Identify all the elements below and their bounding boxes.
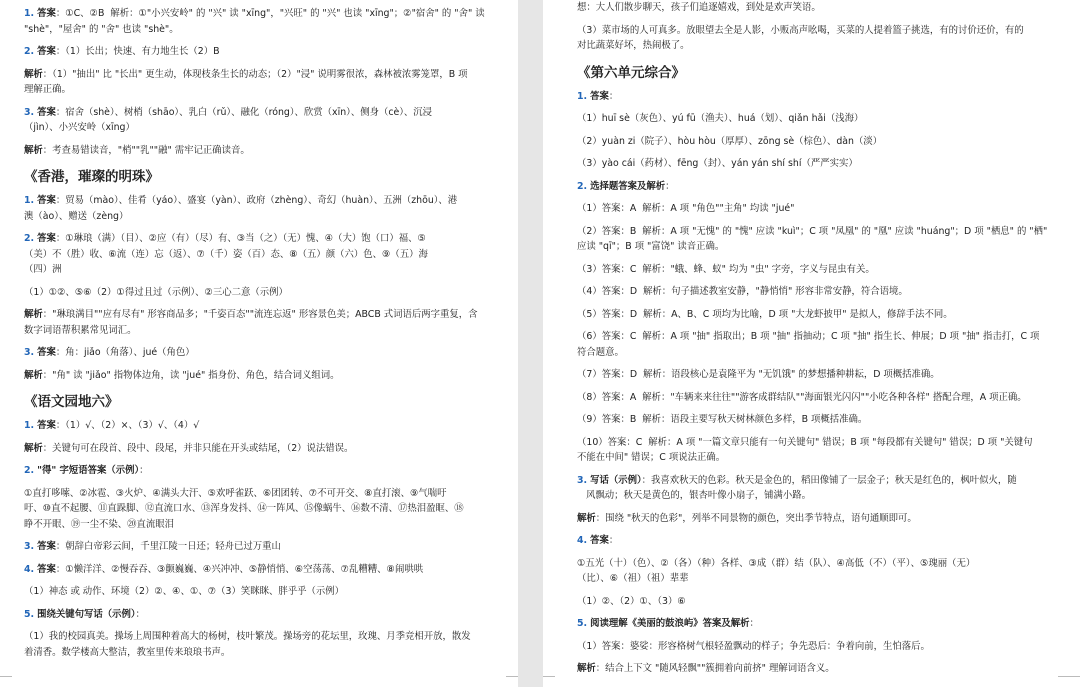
label-bold: 解析 xyxy=(577,663,596,674)
label-bold: 答案 xyxy=(37,106,56,118)
line-text: "shè"，"屋舍" 的 "舍" 也读 "shè"。 xyxy=(24,23,179,35)
item-number: 3. xyxy=(24,541,35,552)
text-line xyxy=(24,209,496,225)
label-bold: 答案 xyxy=(37,233,56,244)
label-bold: 解析 xyxy=(24,442,43,454)
text-line xyxy=(577,224,1058,240)
line-text: （1）答案：A 解析：A 项 "角色""主角" 均读 "jué" xyxy=(577,203,795,214)
label-bold: 解析 xyxy=(577,512,596,524)
crop-mark xyxy=(0,676,12,677)
item-number: 3. xyxy=(24,106,35,118)
spacer xyxy=(577,428,1058,435)
line-text: 着清香。数学楼高大整洁，教室里传来琅琅书声。 xyxy=(24,646,231,658)
line-text: ①直打哆嗦、②冰雹、③火炉、④满头大汗、⑤欢呼雀跃、⑥团团转、⑦不可开交、⑧直打滚、⑨气喘吁 xyxy=(24,487,447,499)
line-text: 不能在中间" 错误；C 项说法正确。 xyxy=(577,452,726,463)
item-number: 2. xyxy=(24,465,35,476)
text-line xyxy=(577,307,1058,323)
text-line xyxy=(577,179,1058,195)
line-text: ：朝辞白帝彩云间，千里江陵一日还；轻舟已过万重山 xyxy=(55,541,281,552)
line-text: 对比蔬菜好坏，热闹极了。 xyxy=(577,40,690,51)
text-line xyxy=(577,390,1058,406)
line-text: ： xyxy=(139,465,149,476)
text-line xyxy=(24,645,496,661)
text-line xyxy=(24,262,496,278)
text-line xyxy=(577,616,1058,632)
spacer xyxy=(577,149,1058,156)
text-line xyxy=(24,193,496,209)
spacer xyxy=(24,622,496,629)
text-line xyxy=(577,23,1058,39)
line-text: 理解正确。 xyxy=(24,84,71,95)
label-bold: 选择题答案及解析 xyxy=(590,180,666,192)
spacer xyxy=(24,456,496,463)
crop-mark xyxy=(506,676,518,677)
line-text: ：①懒洋洋、②慢吞吞、③颤巍巍、④兴冲冲、⑤静悄悄、⑥空荡荡、⑦乱糟糟、⑧闹哄哄 xyxy=(55,563,424,575)
spacer xyxy=(577,300,1058,307)
label-bold: 答案 xyxy=(37,541,56,552)
spacer xyxy=(24,361,496,368)
text-line xyxy=(24,82,496,98)
text-line xyxy=(577,473,1058,489)
line-text: ：考查易错读音，"梢""乳""融" 需牢记正确读音。 xyxy=(42,144,250,156)
line-text: （1）huī sè（灰色）、yú fū（渔夫）、huá（划）、qiǎn hǎi（浅海） xyxy=(577,113,864,124)
label-bold: 围绕关键句写话（示例） xyxy=(37,608,136,620)
line-text: 吁、⑩直不起腰、⑪直跺脚、⑫直流口水、⑬浑身发抖、⑭一阵风、⑮像蜗牛、⑯数不清、⑰热泪盈眶、⑱ xyxy=(24,503,464,514)
line-text: ：①琳琅（满）（目）、②应（有）（尽）有、③当（之）（无）愧、④（大）饱（口）福、⑤ xyxy=(55,233,426,244)
text-line xyxy=(577,89,1058,105)
text-line xyxy=(577,134,1058,150)
text-line xyxy=(24,6,496,22)
text-line xyxy=(24,307,496,323)
item-number: 1. xyxy=(577,90,588,102)
spacer xyxy=(577,383,1058,390)
text-line xyxy=(577,450,1058,466)
item-number: 1. xyxy=(24,420,35,431)
spacer xyxy=(24,98,496,105)
text-line xyxy=(577,367,1058,383)
spacer xyxy=(577,549,1058,556)
label-bold: 答案 xyxy=(37,195,56,206)
line-text: （1）答案：婆娑：形容格树气根轻盈飘动的样子；争先恐后：争着向前，生怕落后。 xyxy=(577,640,930,652)
text-line xyxy=(24,584,496,600)
section-heading: 《香港，璀璨的明珠》 xyxy=(24,169,159,185)
spacer xyxy=(577,127,1058,134)
line-text: ： xyxy=(749,618,759,629)
spacer xyxy=(577,277,1058,284)
text-line xyxy=(577,284,1058,300)
line-text: ①五光（十）（色）、②（各）（种）各样、③成（群）结（队）、④高低（不）（平）、⑤瑰丽（无） xyxy=(577,557,976,569)
spacer xyxy=(24,434,496,441)
spacer xyxy=(577,322,1058,329)
text-line xyxy=(24,629,496,645)
text-line xyxy=(24,345,496,361)
text-line xyxy=(577,0,1058,16)
line-text: ： xyxy=(608,535,619,546)
label-bold: 答案 xyxy=(37,46,56,57)
line-text: ： xyxy=(135,608,145,620)
line-text: （4）答案：D 解析：句子描述教室安静，"静悄悄" 形容非常安静，符合语境。 xyxy=(577,286,908,297)
spacer xyxy=(577,504,1058,511)
spacer xyxy=(577,526,1058,533)
line-text: （四）洲 xyxy=(24,264,62,275)
label-bold: 答案 xyxy=(37,8,56,19)
text-line xyxy=(24,105,496,121)
item-number: 5. xyxy=(24,608,35,620)
line-text: 睁不开眼、⑲一尘不染、⑳直流眼泪 xyxy=(24,518,175,530)
label-bold: 答案 xyxy=(590,535,609,546)
line-text: ： xyxy=(665,180,675,192)
text-line xyxy=(24,539,496,555)
text-line xyxy=(24,44,496,60)
label-bold: 写话（示例） xyxy=(590,474,642,486)
spacer xyxy=(577,217,1058,224)
spacer xyxy=(577,587,1058,594)
line-text: 数字词语帮积累常见词汇。 xyxy=(24,324,137,336)
label-bold: 解析 xyxy=(24,369,43,381)
line-text: （6）答案：C 解析：A 项 "抽" 指取出；B 项 "抽" 指抽动；C 项 "抽" 指生长、伸展；D 项 "抽" 指击打，C 项 xyxy=(577,331,1040,342)
page-gutter xyxy=(518,0,543,687)
spacer xyxy=(24,278,496,285)
spacer xyxy=(577,16,1058,23)
line-text: ：（1）√、（2）×、（3）√、（4）√ xyxy=(55,420,200,431)
spacer xyxy=(577,255,1058,262)
spacer xyxy=(24,600,496,607)
line-text: （比）、⑥（祖）（祖）辈辈 xyxy=(577,573,689,584)
text-line xyxy=(24,486,496,502)
spacer xyxy=(577,632,1058,639)
line-text: ：（1）"抽出" 比 "长出" 更生动，体现枝条生长的动态；（2）"浸" 说明雾很浓，森林被浓雾笼罩，B 项 xyxy=(42,68,468,80)
line-text: 符合题意。 xyxy=(577,346,624,358)
spacer xyxy=(24,577,496,584)
line-text: （jìn）、小兴安岭（xīng） xyxy=(24,122,135,133)
text-line xyxy=(577,488,1058,504)
text-line xyxy=(577,511,1058,527)
line-text: ：我喜欢秋天的色彩。秋天是金色的，稻田像铺了一层金子；秋天是红色的，枫叶似火，随 xyxy=(641,474,1017,486)
text-line xyxy=(24,441,496,457)
text-line xyxy=(577,345,1058,361)
line-text: （2）yuàn zi（院子）、hòu hòu（厚厚）、zōng sè（棕色）、dàn（淡） xyxy=(577,135,883,147)
spacer xyxy=(577,360,1058,367)
line-text: （9）答案：B 解析：语段主要写秋天树林颜色多样，B 项概括准确。 xyxy=(577,414,868,425)
line-text: ：结合上下文 "随风轻飘""簇拥着向前挤" 理解词语含义。 xyxy=(595,663,835,674)
text-line xyxy=(577,201,1058,217)
line-text: （5）答案：D 解析：A、B、C 项均为比喻，D 项 "大龙虾披甲" 是拟人，修辞手法不同。 xyxy=(577,308,953,320)
label-bold: 阅读理解《美丽的鼓浪屿》答案及解析 xyxy=(590,618,750,629)
text-line xyxy=(24,562,496,578)
line-text: ："角" 读 "jiǎo" 指物体边角，读 "jué" 指身份、角色，结合词义组词。 xyxy=(42,369,340,381)
text-line xyxy=(24,517,496,533)
line-text: ：①C、②B 解析：①"小兴安岭" 的 "兴" 读 "xīng"，"兴旺" 的 "兴" 也读 "xīng"；②"宿舍" 的 "舍" 读 xyxy=(55,8,485,19)
item-number: 3. xyxy=(24,347,35,358)
line-text: （1）我的校园真美。操场上周围种着高大的杨树，枝叶繁茂。操场旁的花坛里，玫瑰、月季竞相开放，散发 xyxy=(24,631,471,642)
line-text: ：宿舍（shè）、树梢（shāo）、乳白（rǔ）、融化（róng）、欣赏（xīn）、侧身（cè）、沉浸 xyxy=(55,106,433,118)
line-text: （1）神态 或 动作、环境（2）②、④、①、⑦（3）笑眯眯、胖乎乎（示例） xyxy=(24,586,344,597)
item-number: 3. xyxy=(577,474,588,486)
crop-mark xyxy=(1058,676,1080,677)
item-number: 1. xyxy=(24,195,35,206)
spacer xyxy=(24,224,496,231)
spacer xyxy=(24,532,496,539)
item-number: 1. xyxy=(24,8,35,19)
text-line xyxy=(24,22,496,38)
spacer xyxy=(577,654,1058,661)
text-line xyxy=(24,501,496,517)
item-number: 4. xyxy=(577,535,588,546)
line-text: （10）答案：C 解析：A 项 "一篇文章只能有一句关键句" 错误；B 项 "每段都有关键句" 错误；D 项 "关键句 xyxy=(577,436,1033,448)
crop-mark xyxy=(543,676,555,677)
text-line xyxy=(24,143,496,159)
line-text: （7）答案：D 解析：语段核心是袁隆平为 "无饥饿" 的梦想播种耕耘，D 项概括准确。 xyxy=(577,369,940,380)
line-text: ：关键句可在段首、段中、段尾，并非只能在开头或结尾，（2）说法错误。 xyxy=(42,442,354,454)
line-text: ："琳琅满目""应有尽有" 形容商品多；"千姿百态""流连忘返" 形容景色美；ABCB 式词语后两字重复，含 xyxy=(42,309,478,320)
text-line xyxy=(24,231,496,247)
text-line xyxy=(577,262,1058,278)
text-line xyxy=(577,412,1058,428)
text-line xyxy=(24,418,496,434)
label-bold: 答案 xyxy=(37,563,56,575)
line-text: ：角：jiǎo（角落）、jué（角色） xyxy=(55,347,195,358)
line-text: ：贸易（mào）、佳肴（yáo）、盛宴（yàn）、政府（zhèng）、奇幻（huàn）、五洲（zhōu）、港 xyxy=(55,195,458,206)
spacer xyxy=(24,479,496,486)
spacer xyxy=(577,194,1058,201)
line-text: ：（1）长出；快速、有力地生长（2）B xyxy=(55,46,220,57)
spacer xyxy=(577,405,1058,412)
document-page-right xyxy=(543,0,1080,687)
item-number: 2. xyxy=(577,180,588,192)
label-bold: "得" 字短语答案（示例） xyxy=(37,465,140,476)
spacer xyxy=(577,466,1058,473)
item-number: 5. xyxy=(577,618,588,629)
line-text: （1）②、（2）①、（3）⑥ xyxy=(577,595,686,607)
item-number: 4. xyxy=(24,563,35,575)
line-text: （1）①②、⑤⑥（2）①得过且过（示例）、②三心二意（示例） xyxy=(24,286,288,298)
spacer xyxy=(577,104,1058,111)
item-number: 2. xyxy=(24,233,35,244)
text-line xyxy=(577,329,1058,345)
line-text: （3）答案：C 解析："蛾、蜂、蚁" 均为 "虫" 字旁，字义与昆虫有关。 xyxy=(577,263,875,275)
line-text: （8）答案：A 解析："车辆来来往往""游客成群结队""海面银光闪闪""小吃各种各样" 搭配合理，A 项正确。 xyxy=(577,391,1027,403)
text-line xyxy=(24,120,496,136)
text-line xyxy=(577,156,1058,172)
label-bold: 答案 xyxy=(590,90,609,102)
spacer xyxy=(24,136,496,143)
line-text: 澳（ào）、赠送（zèng） xyxy=(24,210,129,222)
text-line xyxy=(24,67,496,83)
section-heading: 《第六单元综合》 xyxy=(577,64,685,81)
text-line xyxy=(24,607,496,623)
label-bold: 解析 xyxy=(24,309,43,320)
line-text: （3）yào cái（药材）、fēng（封）、yán yán shí shí（严严实实） xyxy=(577,158,858,169)
text-line xyxy=(577,556,1058,572)
section-heading: 《语文园地六》 xyxy=(24,394,119,410)
text-line xyxy=(577,594,1058,610)
line-text: 应读 "qī"；B 项 "富饶" 读音正确。 xyxy=(577,241,725,252)
text-line xyxy=(577,533,1058,549)
text-line xyxy=(24,323,496,339)
label-bold: 解析 xyxy=(24,68,43,80)
label-bold: 答案 xyxy=(37,420,56,431)
item-number: 2. xyxy=(24,46,35,57)
line-text: ：围绕 "秋天的色彩"，列举不同景物的颜色，突出季节特点，语句通顺即可。 xyxy=(595,512,917,524)
line-text: ： xyxy=(608,90,619,102)
line-text: （3）菜市场的人可真多。放眼望去全是人影，小贩高声吆喝，买菜的人提着篮子挑选，有的讨价还价，有的 xyxy=(577,24,1024,36)
text-line xyxy=(577,661,1058,677)
text-line xyxy=(24,285,496,301)
spacer xyxy=(24,338,496,345)
text-line xyxy=(24,247,496,263)
spacer xyxy=(24,37,496,44)
text-line xyxy=(577,435,1058,451)
spacer xyxy=(577,172,1058,179)
spacer xyxy=(24,300,496,307)
text-line xyxy=(577,639,1058,655)
line-text: （美）不（胜）收、⑥流（连）忘（返）、⑦（千）姿（百）态、⑧（五）颜（六）色、⑨（五）海 xyxy=(24,248,428,260)
spacer xyxy=(577,609,1058,616)
line-text: 想：大人们散步聊天，孩子们追逐嬉戏，到处是欢声笑语。 xyxy=(577,2,821,13)
line-text: 风飘动；秋天是黄色的，银杏叶像小扇子，铺满小路。 xyxy=(577,490,811,501)
spacer xyxy=(24,555,496,562)
text-line xyxy=(577,38,1058,54)
label-bold: 解析 xyxy=(24,144,43,156)
document-page-left xyxy=(0,0,518,687)
spacer xyxy=(24,60,496,67)
text-line xyxy=(577,111,1058,127)
text-line xyxy=(24,368,496,384)
text-line xyxy=(577,571,1058,587)
text-line xyxy=(577,239,1058,255)
line-text: （2）答案：B 解析：A 项 "无愧" 的 "愧" 应读 "kuì"；C 项 "凤凰" 的 "凰" 应读 "huáng"；D 项 "栖息" 的 "栖" xyxy=(577,225,1048,237)
label-bold: 答案 xyxy=(37,347,56,358)
text-line xyxy=(24,463,496,479)
